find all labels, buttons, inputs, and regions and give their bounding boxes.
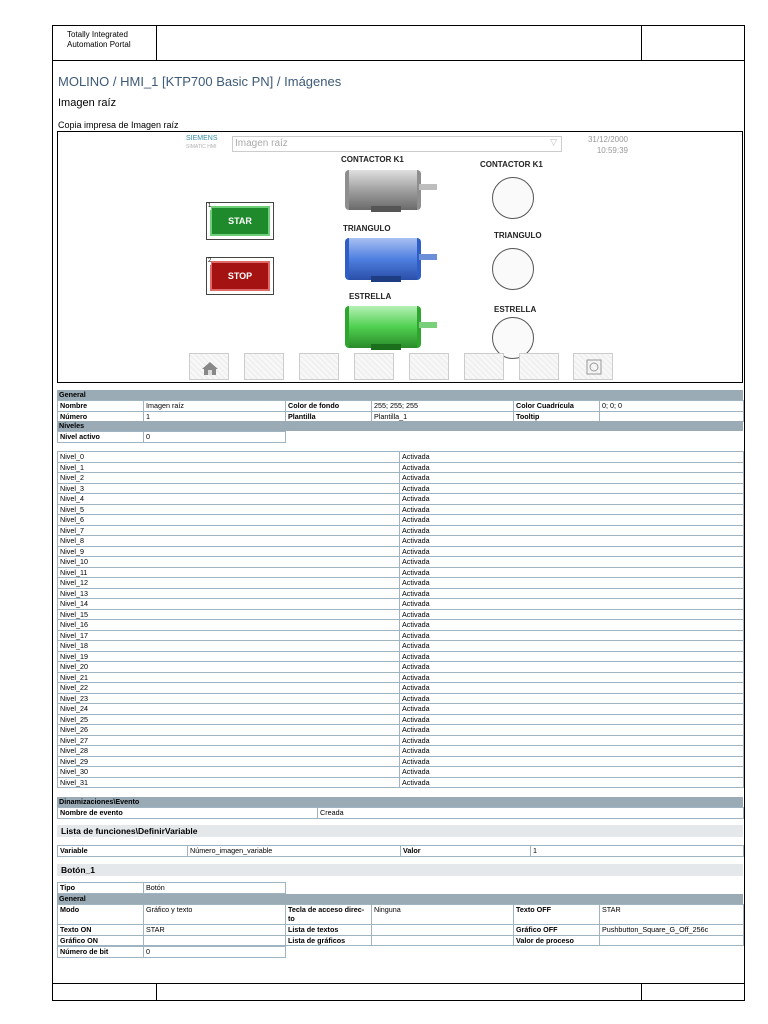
table-row [58, 808, 744, 819]
boton-tipo-table [57, 882, 286, 894]
level-state: Activada [400, 704, 744, 715]
level-state: Activada [400, 588, 744, 599]
level-state: Activada [400, 578, 744, 589]
table-row [58, 630, 744, 641]
level-name: Nivel_14 [58, 599, 400, 610]
level-name: Nivel_30 [58, 767, 400, 778]
table-row [58, 473, 744, 484]
table-row [58, 672, 744, 683]
funciones-table [57, 845, 744, 857]
level-name: Nivel_8 [58, 536, 400, 547]
table-row [58, 578, 744, 589]
level-state: Activada [400, 777, 744, 788]
header-product-cell [53, 26, 157, 60]
level-state: Activada [400, 609, 744, 620]
hmi-screen [57, 131, 743, 383]
cell: Creada [318, 808, 744, 819]
level-state: Activada [400, 620, 744, 631]
level-name: Nivel_16 [58, 620, 400, 631]
cell: Valor [401, 846, 531, 857]
header-line-2: Automation Portal [67, 40, 131, 49]
level-state: Activada [400, 515, 744, 526]
cell: 0 [144, 947, 286, 958]
screen-selector-value: Imagen raíz [235, 138, 288, 149]
level-name: Nivel_13 [58, 588, 400, 599]
level-name: Nivel_11 [58, 567, 400, 578]
level-name: Nivel_29 [58, 756, 400, 767]
level-name: Nivel_28 [58, 746, 400, 757]
cell: Valor de proceso [514, 935, 600, 946]
table-row [58, 925, 744, 936]
function-key-3[interactable] [299, 353, 339, 380]
boton-section-header: Botón_1 [57, 864, 743, 876]
table-row [58, 767, 744, 778]
level-name: Nivel_22 [58, 683, 400, 694]
logo-text: SIEMENS [186, 135, 218, 142]
cell [144, 935, 286, 946]
document-header [53, 26, 744, 61]
home-key[interactable] [189, 353, 229, 380]
cell: Pushbutton_Square_G_Off_256c [600, 925, 744, 936]
exit-key[interactable] [573, 353, 613, 380]
level-state: Activada [400, 641, 744, 652]
level-state: Activada [400, 462, 744, 473]
document-footer [53, 983, 744, 1000]
level-name: Nivel_9 [58, 546, 400, 557]
evento-section-header: Dinamizaciones\Evento [57, 797, 743, 807]
level-state: Activada [400, 651, 744, 662]
level-name: Nivel_6 [58, 515, 400, 526]
level-name: Nivel_0 [58, 452, 400, 463]
date-text: 31/12/2000 [587, 135, 628, 144]
chevron-down-icon: ▽ [550, 137, 557, 147]
table-row [58, 401, 744, 412]
start-button-number: 1 [208, 203, 212, 209]
table-row [58, 714, 744, 725]
table-row [58, 883, 286, 894]
table-row [58, 432, 286, 443]
funciones-section-header: Lista de funciones\DefinirVariable [57, 825, 743, 837]
function-key-6[interactable] [464, 353, 504, 380]
table-row [58, 725, 744, 736]
level-state: Activada [400, 473, 744, 484]
logo-subtext: SIMATIC HMI [186, 144, 217, 150]
cell: 255; 255; 255 [372, 401, 514, 412]
header-divider [641, 26, 642, 60]
level-state: Activada [400, 683, 744, 694]
start-button-face: STAR [210, 206, 270, 236]
motor-estrella-icon [341, 302, 441, 352]
cell: Variable [58, 846, 188, 857]
table-row [58, 504, 744, 515]
cell: Nivel activo [58, 432, 144, 443]
cell: Gráfico OFF [514, 925, 600, 936]
motor-label-triangulo: TRIANGULO [343, 224, 391, 233]
evento-table [57, 807, 744, 819]
page-subtitle: Imagen raíz [58, 97, 117, 109]
cell: Lista de textos [286, 925, 372, 936]
level-name: Nivel_5 [58, 504, 400, 515]
function-key-2[interactable] [244, 353, 284, 380]
cell: Botón [144, 883, 286, 894]
level-name: Nivel_26 [58, 725, 400, 736]
table-row [58, 411, 744, 422]
table-row [58, 905, 744, 925]
boton-bit-table [57, 946, 286, 958]
stop-button[interactable] [206, 257, 274, 295]
level-name: Nivel_4 [58, 494, 400, 505]
level-state: Activada [400, 693, 744, 704]
level-name: Nivel_17 [58, 630, 400, 641]
header-line-1: Totally Integrated [67, 30, 128, 39]
level-name: Nivel_23 [58, 693, 400, 704]
cell: Ninguna [372, 905, 514, 925]
level-state: Activada [400, 536, 744, 547]
cell: Plantilla [286, 411, 372, 422]
table-row [58, 525, 744, 536]
stop-button-number: 2 [208, 258, 212, 264]
table-row [58, 756, 744, 767]
level-state: Activada [400, 483, 744, 494]
cell: 1 [531, 846, 744, 857]
table-row [58, 515, 744, 526]
table-row [58, 846, 744, 857]
general-section-header: General [57, 390, 743, 400]
level-state: Activada [400, 557, 744, 568]
level-state: Activada [400, 662, 744, 673]
table-row [58, 662, 744, 673]
table-row [58, 735, 744, 746]
document-page [52, 25, 745, 1001]
boton-general-section-header: General [57, 894, 743, 904]
level-name: Nivel_20 [58, 662, 400, 673]
cell: Color de fondo [286, 401, 372, 412]
stop-button-face: STOP [210, 261, 270, 291]
level-state: Activada [400, 567, 744, 578]
lamp-label-contactor: CONTACTOR K1 [480, 160, 543, 169]
cell: Tecla de acceso direc-to [286, 905, 372, 925]
cell: STAR [144, 925, 286, 936]
levels-body [58, 452, 744, 788]
table-row [58, 947, 286, 958]
cell: Plantilla_1 [372, 411, 514, 422]
level-name: Nivel_27 [58, 735, 400, 746]
table-row [58, 609, 744, 620]
function-key-4[interactable] [354, 353, 394, 380]
cell [600, 935, 744, 946]
motor-label-contactor: CONTACTOR K1 [341, 155, 404, 164]
cell: Nombre de evento [58, 808, 318, 819]
level-state: Activada [400, 504, 744, 515]
level-state: Activada [400, 735, 744, 746]
lamp-label-triangulo: TRIANGULO [494, 231, 542, 240]
cell: Lista de gráficos [286, 935, 372, 946]
table-row [58, 452, 744, 463]
cell: Tipo [58, 883, 144, 894]
nivel-activo-table [57, 431, 286, 443]
level-state: Activada [400, 546, 744, 557]
level-state: Activada [400, 525, 744, 536]
table-row [58, 935, 744, 946]
table-row [58, 588, 744, 599]
cell: 0; 0; 0 [600, 401, 744, 412]
table-row [58, 494, 744, 505]
datetime-display [572, 134, 628, 156]
level-state: Activada [400, 599, 744, 610]
start-button[interactable] [206, 202, 274, 240]
level-name: Nivel_24 [58, 704, 400, 715]
page-title: MOLINO / HMI_1 [KTP700 Basic PN] / Imágenes [58, 74, 342, 89]
level-name: Nivel_1 [58, 462, 400, 473]
cell: Texto OFF [514, 905, 600, 925]
cell: 1 [144, 411, 286, 422]
cell: Imagen raíz [144, 401, 286, 412]
table-row [58, 693, 744, 704]
cell: Gráfico ON [58, 935, 144, 946]
cell: Gráfico y texto [144, 905, 286, 925]
level-state: Activada [400, 452, 744, 463]
level-state: Activada [400, 630, 744, 641]
level-name: Nivel_10 [58, 557, 400, 568]
table-row [58, 546, 744, 557]
cell: Número de bit [58, 947, 144, 958]
table-row [58, 462, 744, 473]
level-name: Nivel_2 [58, 473, 400, 484]
level-state: Activada [400, 746, 744, 757]
table-row [58, 567, 744, 578]
cell: Tooltip [514, 411, 600, 422]
time-text: 10:59:39 [596, 146, 628, 155]
footer-divider-2 [641, 984, 642, 1000]
level-name: Nivel_25 [58, 714, 400, 725]
copy-label: Copia impresa de Imagen raíz [58, 120, 179, 130]
cell [372, 935, 514, 946]
level-state: Activada [400, 767, 744, 778]
table-row [58, 704, 744, 715]
cell: Número_imagen_variable [188, 846, 401, 857]
level-state: Activada [400, 725, 744, 736]
motor-contactor-icon [341, 164, 441, 214]
screen-selector[interactable] [232, 136, 562, 152]
cell: STAR [600, 905, 744, 925]
cell: Texto ON [58, 925, 144, 936]
table-row [58, 620, 744, 631]
siemens-logo [186, 135, 218, 151]
niveles-section-header: Niveles [57, 421, 743, 431]
level-name: Nivel_15 [58, 609, 400, 620]
table-row [58, 536, 744, 547]
cell [372, 925, 514, 936]
function-key-7[interactable] [519, 353, 559, 380]
table-row [58, 746, 744, 757]
level-name: Nivel_12 [58, 578, 400, 589]
lamp-label-estrella: ESTRELLA [494, 305, 537, 314]
cell: 0 [144, 432, 286, 443]
footer-divider-1 [156, 984, 157, 1000]
table-row [58, 777, 744, 788]
motor-label-estrella: ESTRELLA [349, 292, 392, 301]
table-row [58, 651, 744, 662]
lamp-contactor [492, 177, 534, 219]
table-row [58, 641, 744, 652]
level-name: Nivel_3 [58, 483, 400, 494]
level-name: Nivel_31 [58, 777, 400, 788]
level-name: Nivel_18 [58, 641, 400, 652]
level-state: Activada [400, 714, 744, 725]
table-row [58, 599, 744, 610]
cell: Número [58, 411, 144, 422]
levels-table [57, 451, 744, 788]
boton-general-table [57, 904, 744, 946]
power-icon [574, 354, 614, 381]
level-name: Nivel_7 [58, 525, 400, 536]
table-row [58, 483, 744, 494]
home-icon [190, 354, 230, 381]
cell: Color Cuadrícula [514, 401, 600, 412]
cell: Nombre [58, 401, 144, 412]
lamp-triangulo [492, 248, 534, 290]
table-row [58, 683, 744, 694]
cell: Modo [58, 905, 144, 925]
level-state: Activada [400, 672, 744, 683]
level-state: Activada [400, 756, 744, 767]
cell [600, 411, 744, 422]
function-key-5[interactable] [409, 353, 449, 380]
motor-triangulo-icon [341, 234, 441, 284]
level-name: Nivel_19 [58, 651, 400, 662]
table-row [58, 557, 744, 568]
level-state: Activada [400, 494, 744, 505]
general-table [57, 400, 744, 422]
level-name: Nivel_21 [58, 672, 400, 683]
